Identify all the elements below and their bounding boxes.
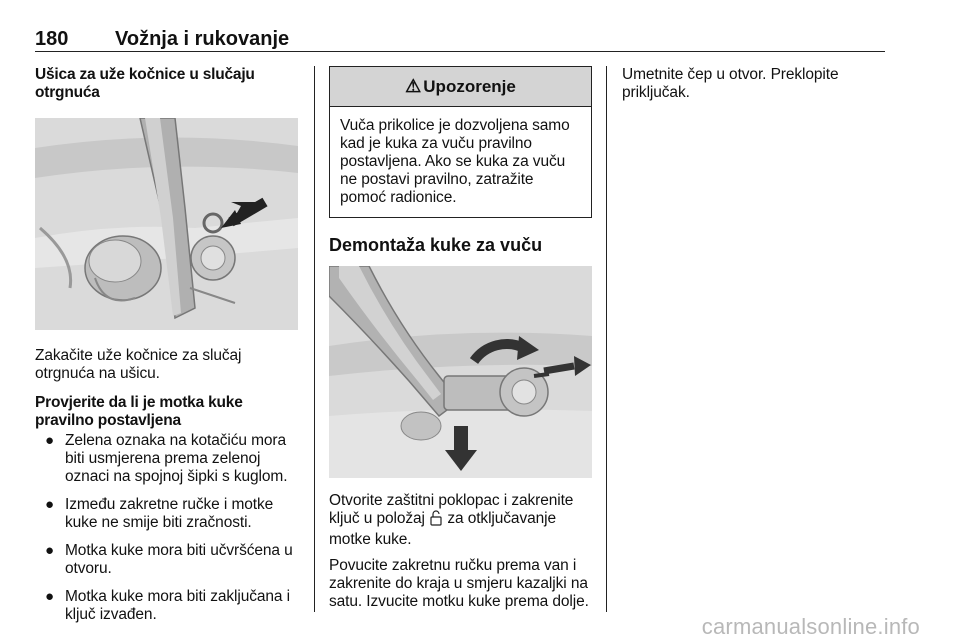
column-divider-1 — [314, 66, 315, 612]
unlock-icon — [430, 510, 442, 531]
list-item: ● Motka kuke mora biti zaključana i ključ izvađen. — [45, 588, 290, 623]
watermark: carmanualsonline.info — [701, 614, 920, 639]
column-1 — [35, 66, 300, 634]
check-list — [35, 432, 300, 624]
subheading-eyelet: Ušica za uže kočnice u slučaju otrgnuća — [35, 66, 255, 101]
eyelet-instruction: Zakačite uže kočnice za slučaj otrgnuća na ušicu. — [35, 347, 242, 382]
column-2 — [329, 66, 592, 611]
column-divider-2 — [606, 66, 607, 612]
bullet-icon: ● — [45, 432, 54, 449]
page-number: 180 — [35, 28, 69, 50]
list-item: ● Motka kuke mora biti učvršćena u otvoru. — [45, 542, 293, 577]
pull-instruction: Povucite zakretnu ručku prema van i zakrenite do kraja u smjeru kazaljki na satu. Izvucite motku kuke prema dolje. — [329, 557, 589, 610]
page-title: Vožnja i rukovanje — [115, 28, 290, 50]
warning-box — [329, 66, 592, 218]
warning-text: Vuča prikolice je dozvoljena samo kad je kuka za vuču pravilno postavljena. Ako se kuka za vuču ne postavi pravilno, zatražite pomoć radionice. — [340, 117, 570, 206]
list-item: ● Između zakretne ručke i motke kuke ne smije biti zračnosti. — [45, 496, 274, 531]
page-header — [35, 26, 885, 52]
warning-icon: ⚠ — [405, 76, 422, 96]
plug-instruction: Umetnite čep u otvor. Preklopite priključak. — [622, 66, 839, 101]
warning-header — [330, 67, 591, 107]
warning-title: Upozorenje — [423, 76, 516, 96]
unlock-instruction: Otvorite zaštitni poklopac i zakrenite ključ u položaj za otključavanje motke kuke. — [329, 492, 574, 548]
removal-illustration — [329, 266, 592, 478]
eyelet-illustration — [35, 118, 298, 330]
section-heading: Demontaža kuke za vuču — [329, 235, 543, 255]
column-3 — [622, 66, 884, 102]
subheading-check: Provjerite da li je motka kuke pravilno postavljena — [35, 394, 243, 429]
list-item: ● Zelena oznaka na kotačiću mora biti usmjerena prema zelenoj oznaci na spojnoj šipki s kuglom. — [45, 432, 288, 485]
bullet-icon: ● — [45, 496, 54, 513]
bullet-icon: ● — [45, 588, 54, 605]
bullet-icon: ● — [45, 542, 54, 559]
